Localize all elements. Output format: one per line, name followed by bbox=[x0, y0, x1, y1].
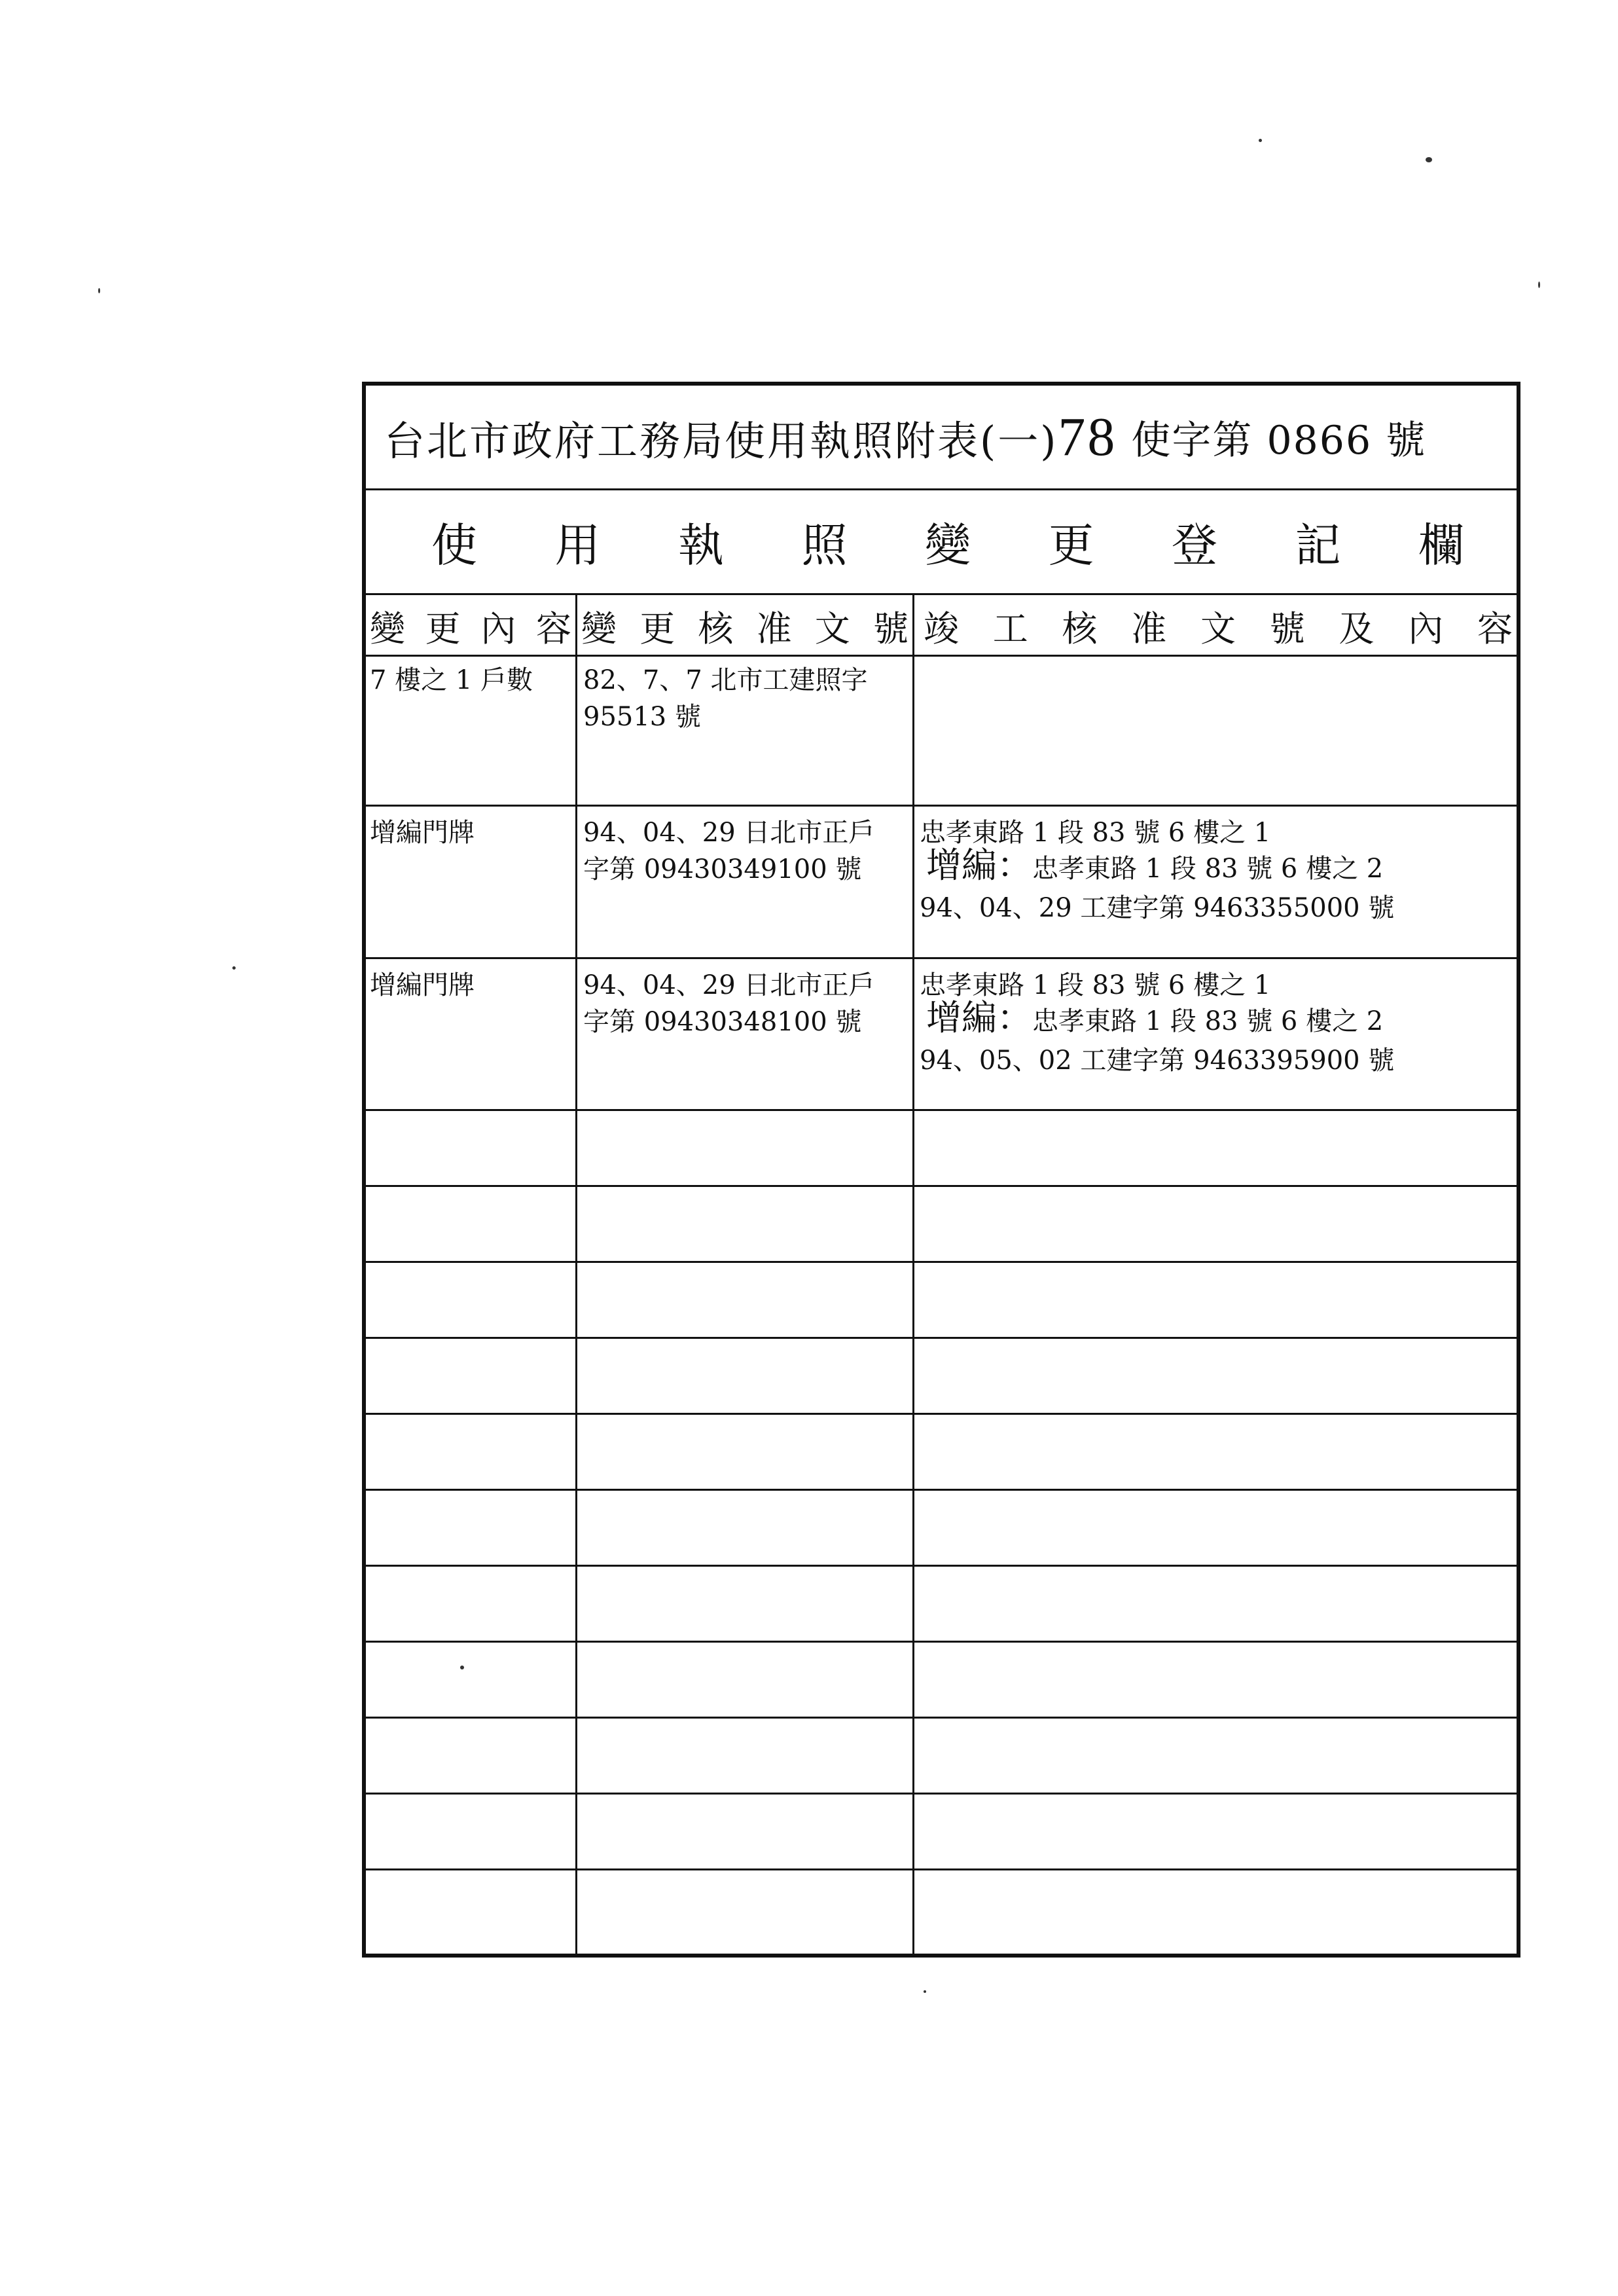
row-divider bbox=[366, 1185, 1517, 1187]
column-header-change: 變 更 內 容 bbox=[370, 608, 571, 649]
scan-speck bbox=[1538, 282, 1540, 288]
scan-speck bbox=[98, 288, 100, 293]
row-divider bbox=[366, 1565, 1517, 1567]
row-divider bbox=[366, 1109, 1517, 1111]
row-2-completion-line-3: 94、04、29 工建字第 9463355000 號 bbox=[920, 893, 1395, 923]
row-3-approval-line-1: 94、04、29 日北市正戶 bbox=[583, 970, 875, 1000]
usage-permit-form bbox=[362, 382, 1520, 1958]
permit-number: 使字第 0866 號 bbox=[1131, 417, 1427, 464]
row-divider bbox=[366, 1489, 1517, 1491]
form-title: 台北市政府工務局使用執照附表(一)78 bbox=[384, 407, 1117, 467]
added-address: 忠孝東路 1 段 83 號 6 樓之 2 bbox=[1032, 1006, 1384, 1036]
scan-speck bbox=[1426, 157, 1432, 162]
row-divider bbox=[366, 1717, 1517, 1719]
scan-speck bbox=[924, 1990, 926, 1993]
scan-speck bbox=[232, 966, 236, 970]
row-divider bbox=[366, 1261, 1517, 1263]
row-2-change: 增編門牌 bbox=[370, 818, 475, 848]
section-title-char: 記 bbox=[1295, 519, 1341, 572]
added-address: 忠孝東路 1 段 83 號 6 樓之 2 bbox=[1032, 854, 1384, 884]
column-divider-1 bbox=[575, 595, 577, 1958]
row-3-completion-line-1: 忠孝東路 1 段 83 號 6 樓之 1 bbox=[920, 970, 1271, 1000]
row-3-completion-added bbox=[926, 997, 1384, 1040]
scan-speck bbox=[1259, 139, 1262, 142]
row-2-completion-added bbox=[926, 847, 1383, 887]
row-1-approval-line-1: 82、7、7 北市工建照字 bbox=[583, 665, 868, 695]
column-divider-2 bbox=[912, 595, 914, 1958]
added-label: 增編： bbox=[926, 845, 1032, 886]
row-divider bbox=[366, 1793, 1517, 1795]
row-divider bbox=[366, 1868, 1517, 1870]
section-title-char: 變 bbox=[925, 519, 971, 572]
row-3-approval-line-2: 字第 09430348100 號 bbox=[583, 1007, 862, 1037]
row-divider bbox=[366, 1641, 1517, 1643]
section-title-char: 登 bbox=[1172, 519, 1217, 572]
row-2-approval-line-1: 94、04、29 日北市正戶 bbox=[583, 818, 875, 848]
scan-speck bbox=[460, 1666, 464, 1669]
row-3-change: 增編門牌 bbox=[370, 970, 475, 1000]
row-divider bbox=[366, 1337, 1517, 1339]
column-header-row bbox=[366, 595, 1517, 657]
section-title-char: 使 bbox=[431, 519, 477, 572]
row-divider bbox=[366, 1413, 1517, 1415]
section-title-char: 欄 bbox=[1418, 519, 1464, 572]
row-2-approval-line-2: 字第 09430349100 號 bbox=[583, 854, 862, 884]
section-title-char: 用 bbox=[554, 519, 601, 572]
section-title-char: 更 bbox=[1048, 519, 1094, 572]
column-header-completion: 竣 工 核 准 文 號 及 內 容 bbox=[924, 608, 1513, 649]
row-divider bbox=[366, 805, 1517, 807]
column-header-approval: 變 更 核 准 文 號 bbox=[581, 608, 908, 649]
row-2-completion-line-1: 忠孝東路 1 段 83 號 6 樓之 1 bbox=[920, 818, 1271, 848]
section-title bbox=[366, 490, 1517, 595]
added-label: 增編： bbox=[926, 997, 1032, 1038]
section-title-char: 照 bbox=[801, 519, 848, 572]
section-title-char: 執 bbox=[678, 519, 724, 572]
row-1-approval-line-2: 95513 號 bbox=[583, 702, 701, 732]
form-title-row bbox=[366, 386, 1517, 490]
row-3-completion-line-3: 94、05、02 工建字第 9463395900 號 bbox=[920, 1046, 1395, 1076]
form-title-number: 78 bbox=[1058, 407, 1117, 467]
row-1-change: 7 樓之 1 戶數 bbox=[370, 665, 533, 695]
row-divider bbox=[366, 957, 1517, 959]
